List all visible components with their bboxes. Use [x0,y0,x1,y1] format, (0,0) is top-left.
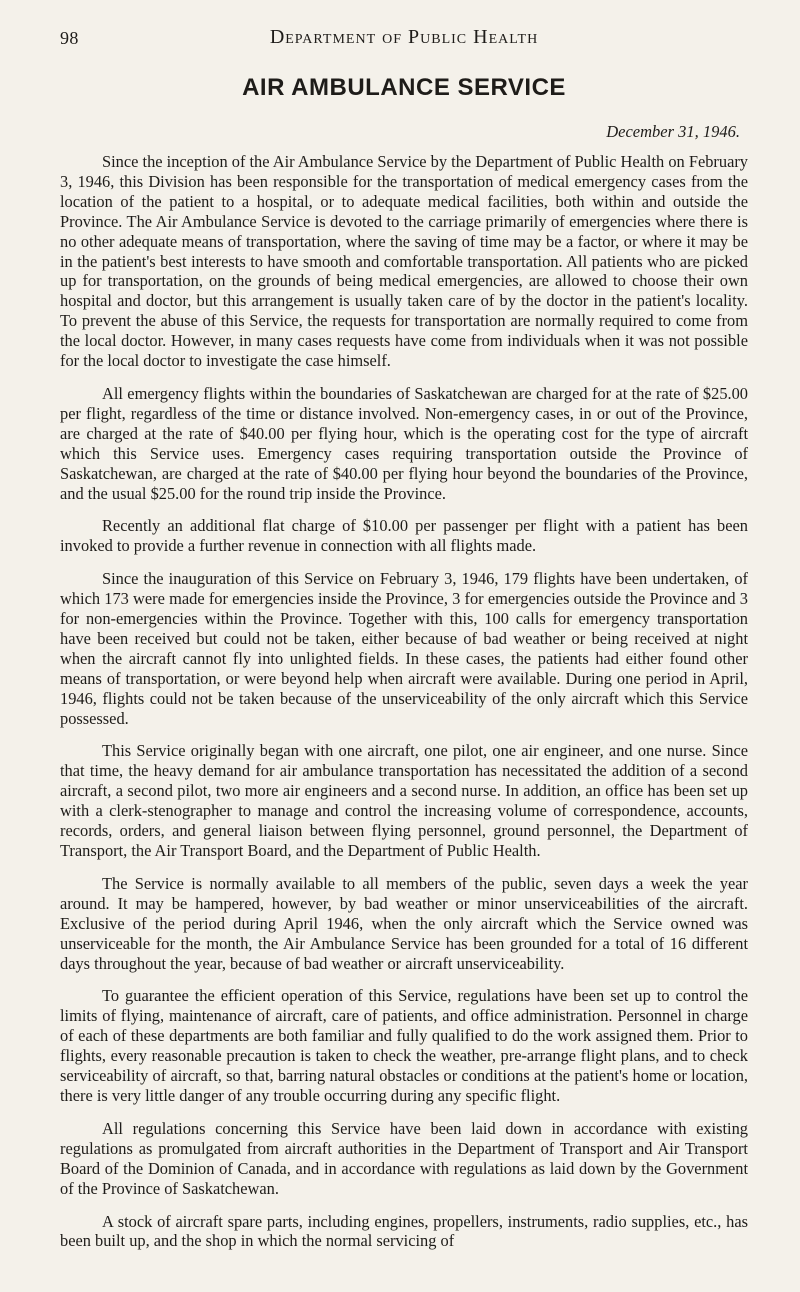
paragraph-inception: Since the inception of the Air Ambulance Service by the Department of Public Health on February 3, 1946, this Division has been responsible for the transportation of medical emergency cases from the location of the patient to a hospital, or to adequate medical facilities, both within and outside the Province. The Air Ambulance Service is devoted to the carriage primarily of emergencies where there is no other adequate means of transportation, where the saving of time may be a factor, or where it may be in the patient's best interests to have smooth and comfortable transportation. All patients who are picked up for transportation, on the grounds of being medical emergencies, are allowed to choose their own hospital and doctor, but this arrangement is usually taken care of by the doctor in the patient's locality. To prevent the abuse of this Service, the requests for transportation are normally required to come from the local doctor. However, in many cases requests have come from individuals when it was not possible for the local doctor to investigate the case himself. [60,152,748,371]
report-date: December 31, 1946. [606,122,740,141]
paragraph-regulations-operation: To guarantee the efficient operation of this Service, regulations have been set up to control the limits of flying, maintenance of aircraft, care of patients, and office administration. Personnel in charge of each of these departments are both familiar and fully qualified to do the work assigned them. Prior to flights, every reasonable precaution is taken to check the weather, pre-arrange flight plans, and to check serviceability of aircraft, so that, barring natural obstacles or conditions at the patient's home or location, there is very little danger of any trouble occurring during any specific flight. [60,986,748,1105]
page-number: 98 [60,28,79,48]
paragraph-staffing: This Service originally began with one aircraft, one pilot, one air engineer, and one nurse. Since that time, the heavy demand for air ambulance transportation has necessitated the addition of a second aircraft, a second pilot, two more air engineers and a second nurse. In addition, an office has been set up with a clerk-stenographer to manage and control the increasing volume of correspondence, accounts, records, orders, and general liaison between flying personnel, ground personnel, the Department of Transport, the Air Transport Board, and the Department of Public Health. [60,741,748,860]
running-title: Department of Public Health [269,26,539,48]
paragraph-charges: All emergency flights within the boundaries of Saskatchewan are charged for at the rate of $25.00 per flight, regardless of the time or distance involved. Non-emergency cases, in or out of the Province, are charged at the rate of $40.00 per flying hour, which is the operating cost for the type of aircraft which this Service uses. Emergency cases requiring transportation outside the Province of Saskatchewan, are charged at the rate of $40.00 per flying hour beyond the boundaries of the Province, and the usual $25.00 for the round trip inside the Province. [60,383,748,503]
paragraph-regulations-authority: All regulations concerning this Service have been laid down in accordance with existing regulations as promulgated from aircraft authorities in the Department of Transport and Air Transport Board of the Dominion of Canada, and in accordance with regulations as laid down by the Government of the Province of Saskatchewan. [60,1118,748,1198]
body-text [60,152,748,1251]
paragraph-flight-statistics: Since the inauguration of this Service on February 3, 1946, 179 flights have been undertaken, of which 173 were made for emergencies inside the Province, 3 for emergencies outside the Province and 3 for non-emergencies within the Province. Together with this, 100 calls for emergency transportation have been received but could not be taken, either because of bad weather or being received at night when the aircraft cannot fly into unlighted fields. In these cases, the patients had either found other means of transportation, or were beyond help when aircraft were available. During one period in April, 1946, flights could not be taken because of the unserviceability of the only aircraft which this Service possessed. [60,569,748,728]
section-title: AIR AMBULANCE SERVICE [242,74,566,101]
paragraph-flat-charge: Recently an additional flat charge of $10.00 per passenger per flight with a patient has been invoked to provide a further revenue in connection with all flights made. [60,516,748,556]
paragraph-spare-parts: A stock of aircraft spare parts, including engines, propellers, instruments, radio supplies, etc., has been built up, and the shop in which the normal servicing of [60,1211,748,1251]
running-header [60,26,748,54]
paragraph-availability: The Service is normally available to all members of the public, seven days a week the year around. It may be hampered, however, by bad weather or minor unserviceabilities of the aircraft. Exclusive of the period during April 1946, when the only aircraft which the Service owned was unserviceable for the month, the Air Ambulance Service has been grounded for a total of 16 different days throughout the year, because of bad weather or aircraft unserviceability. [60,873,748,973]
